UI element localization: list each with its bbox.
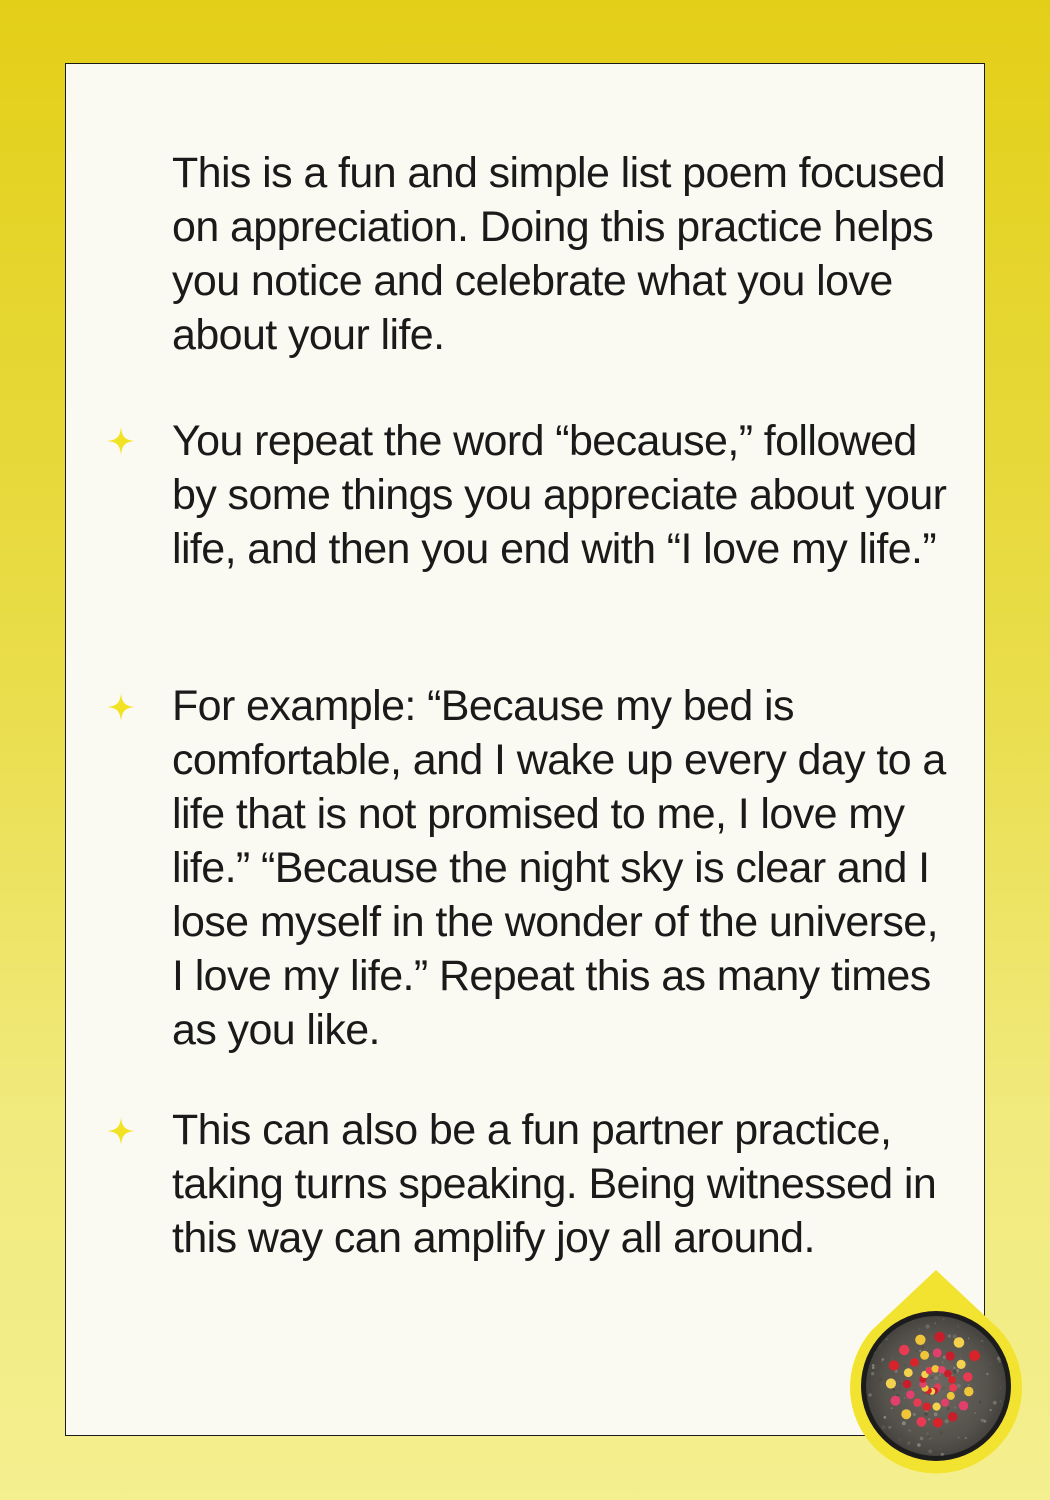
flower-head bbox=[903, 1380, 912, 1389]
flower-head bbox=[948, 1376, 956, 1384]
flower-head bbox=[890, 1396, 900, 1406]
flower-head bbox=[959, 1401, 969, 1411]
flower-head bbox=[957, 1360, 966, 1369]
flower-head bbox=[969, 1350, 980, 1361]
flower-head bbox=[964, 1387, 973, 1396]
bullet-paragraph-repeat: You repeat the word “because,” followed by some things you appreciate about your life, and then you end with “I love my life.” bbox=[172, 417, 947, 573]
flower-head bbox=[904, 1368, 913, 1377]
flower-head bbox=[933, 1403, 941, 1411]
flower-head bbox=[889, 1360, 899, 1370]
flower-head bbox=[934, 1332, 945, 1343]
flower-head bbox=[906, 1390, 915, 1399]
flower-head bbox=[886, 1378, 896, 1388]
flower-head bbox=[963, 1372, 972, 1381]
flower-head bbox=[901, 1409, 911, 1419]
sparkle-icon bbox=[106, 1116, 136, 1146]
flower-head bbox=[947, 1392, 955, 1400]
flower-spiral-photo-badge bbox=[850, 1268, 1022, 1474]
flower-head bbox=[917, 1417, 927, 1427]
bullet-paragraph-example: For example: “Because my bed is comfortable, and I wake up every day to a life that is not promised to me, I love my life.” “Because the night sky is clear and I lose myself in the wonder of the universe, I love my life.” Repeat this as many times as you like. bbox=[172, 682, 946, 1054]
bullet-paragraph-partner: This can also be a fun partner practice, taking turns speaking. Being witnessed in this way can amplify joy all around. bbox=[172, 1106, 937, 1262]
sparkle-icon bbox=[106, 692, 136, 722]
sparkle-icon bbox=[106, 426, 136, 456]
flower-head bbox=[933, 1348, 942, 1357]
flower-head bbox=[920, 1351, 929, 1360]
flower-head bbox=[913, 1398, 921, 1406]
flower-head bbox=[954, 1337, 965, 1348]
flower-head bbox=[946, 1351, 955, 1360]
flower-head bbox=[941, 1399, 949, 1407]
flower-head bbox=[923, 1403, 931, 1411]
flower-head bbox=[933, 1418, 943, 1428]
intro-paragraph: This is a fun and simple list poem focused on appreciation. Doing this practice helps you notice and celebrate what you love about your life. bbox=[172, 149, 946, 359]
flower-head bbox=[949, 1384, 957, 1392]
flower-head bbox=[899, 1345, 909, 1355]
content-card bbox=[65, 63, 985, 1436]
flower-head bbox=[910, 1358, 919, 1367]
flower-head bbox=[915, 1335, 925, 1345]
flower-head bbox=[932, 1365, 940, 1373]
flower-head bbox=[948, 1412, 958, 1422]
